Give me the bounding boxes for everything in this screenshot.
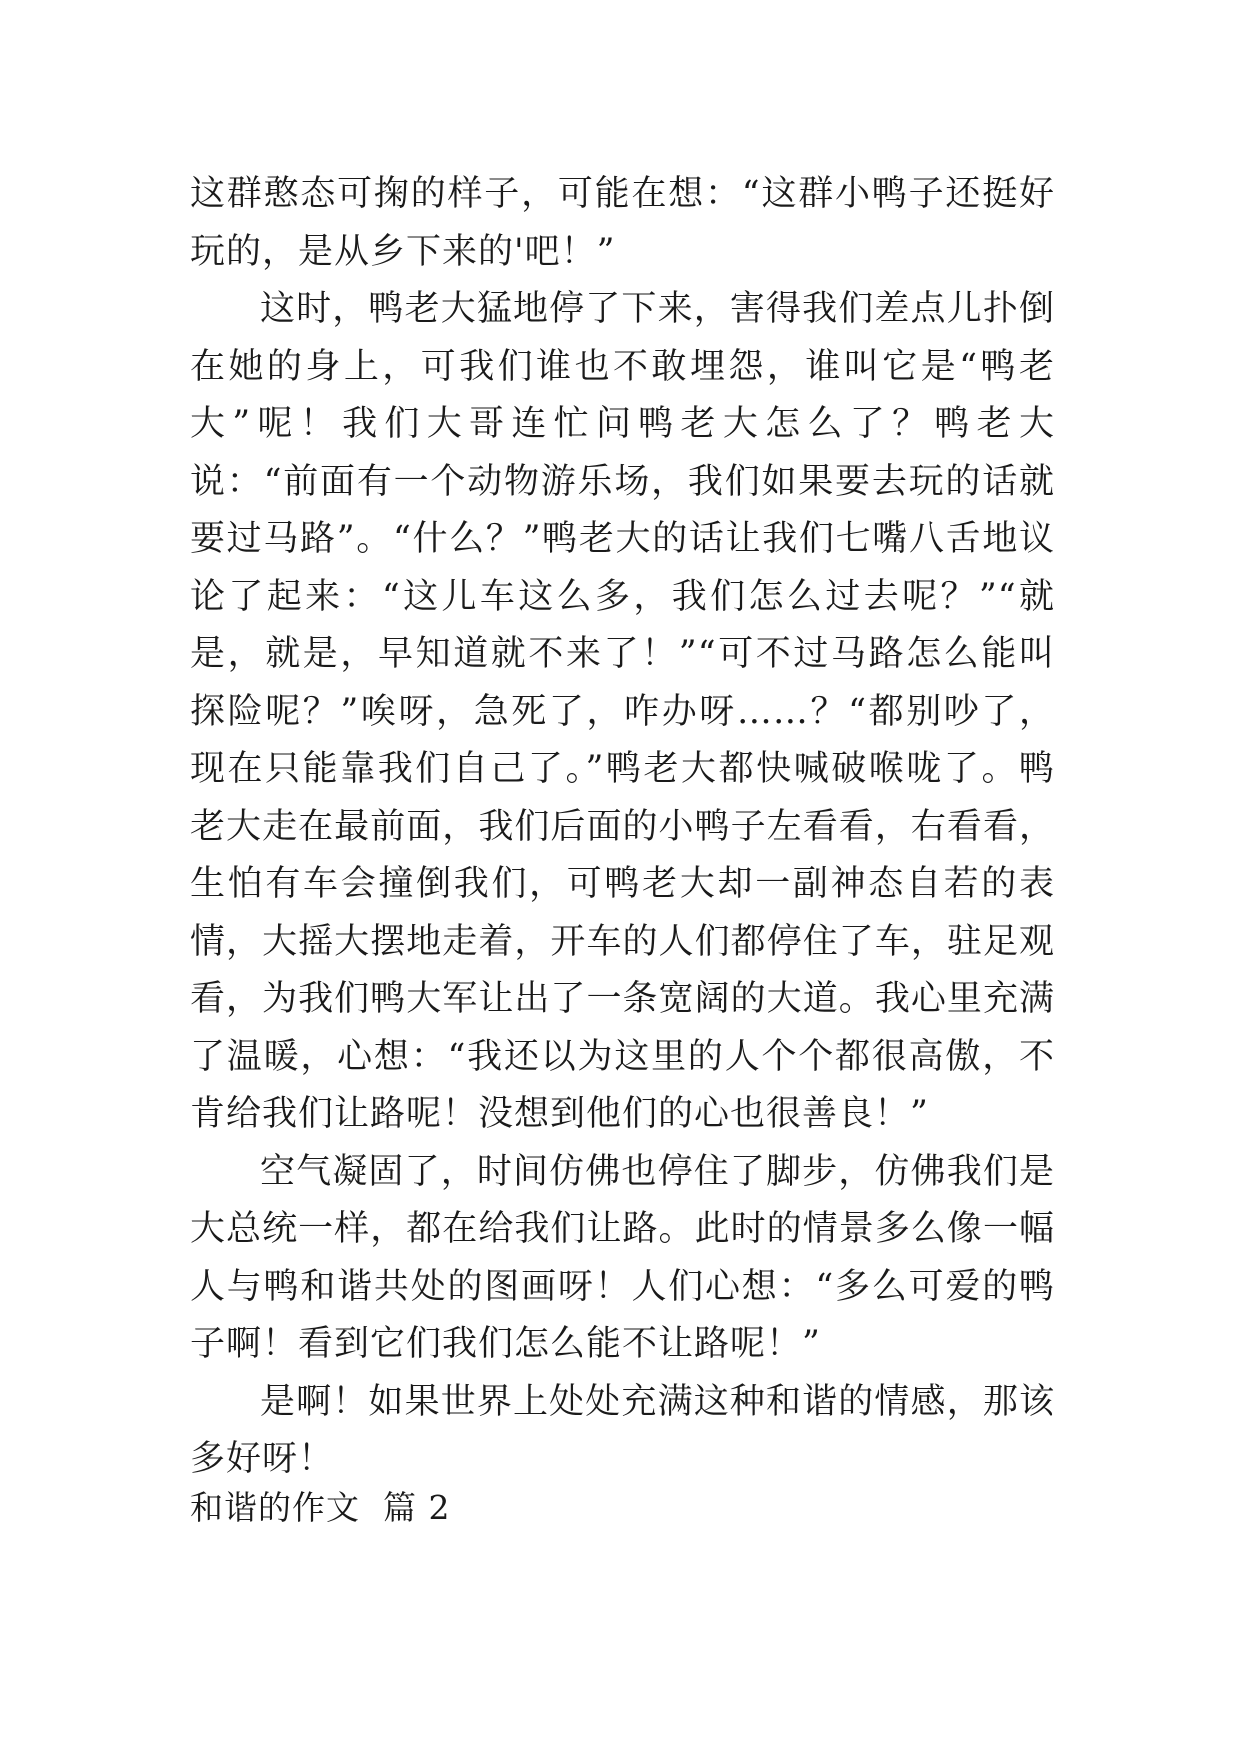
paragraph: 是啊！如果世界上处处充满这种和谐的情感，那该多好呀！ — [190, 1381, 1055, 1479]
section-heading: 和谐的作文 篇 2 — [190, 1488, 451, 1527]
paragraph: 这时，鸭老大猛地停了下来，害得我们差点儿扑倒在她的身上，可我们谁也不敢埋怨，谁叫它是“鸭老大”呢！我们大哥连忙问鸭老大怎么了？鸭老大说：“前面有一个动物游乐场，我们如果要去玩的话就要过马路”。“什么？”鸭老大的话让我们七嘴八舌地议论了起来：“这儿车这么多，我们怎么过去呢？”“就是，就是，早知道就不来了！”“可不过马路怎么能叫探险呢？”唉呀，急死了，咋办呀……？“都别吵了，现在只能靠我们自己了。”鸭老大都快喊破喉咙了。鸭老大走在最前面，我们后面的小鸭子左看看，右看看，生怕有车会撞倒我们，可鸭老大却一副神态自若的表情，大摇大摆地走着，开车的人们都停住了车，驻足观看，为我们鸭大军让出了一条宽阔的大道。我心里充满了温暖，心想：“我还以为这里的人个个都很高傲，不肯给我们让路呢！没想到他们的心也很善良！” — [190, 289, 1055, 1134]
paragraph-continued: 这群憨态可掬的样子，可能在想：“这群小鸭子还挺好玩的，是从乡下来的'吧！” — [190, 174, 1055, 272]
document-page — [190, 0, 1055, 1754]
body-text — [190, 166, 1055, 1489]
paragraph: 空气凝固了，时间仿佛也停住了脚步，仿佛我们是大总统一样，都在给我们让路。此时的情景多么像一幅人与鸭和谐共处的图画呀！人们心想：“多么可爱的鸭子啊！看到它们我们怎么能不让路呢！” — [190, 1151, 1055, 1364]
